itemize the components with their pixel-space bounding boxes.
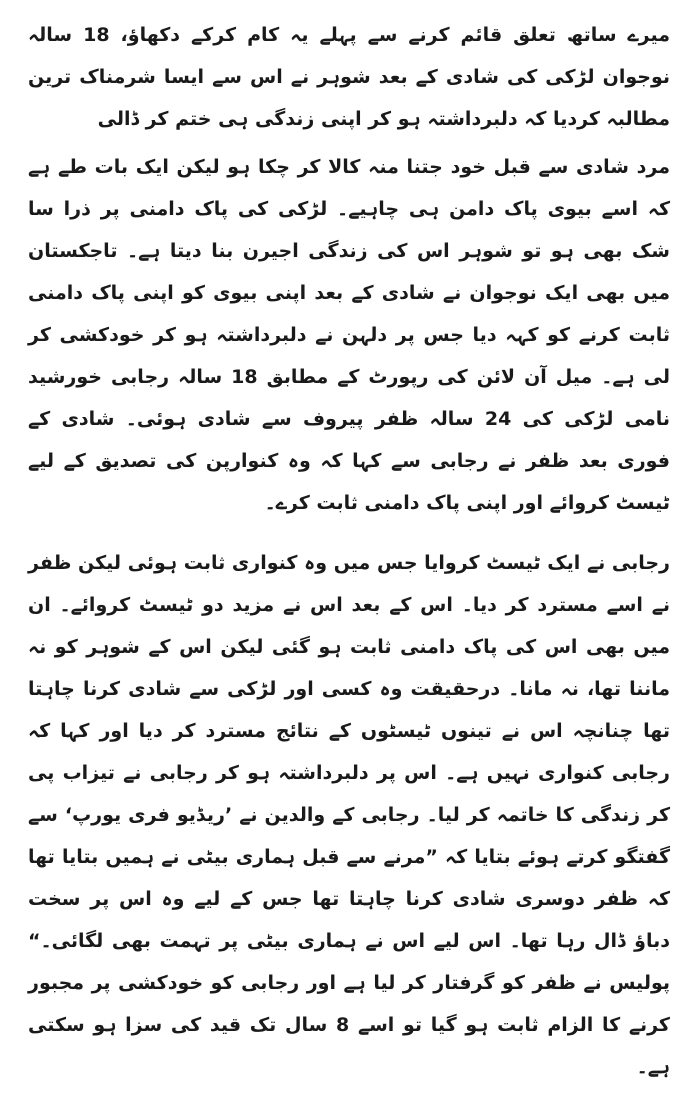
article <box>28 14 670 1106</box>
headline-block <box>28 14 670 140</box>
paragraph: رجابی نے ایک ٹیسٹ کروایا جس میں وہ کنواری ثابت ہوئی لیکن ظفر نے اسے مسترد کر دیا۔ اس کے بعد اس نے مزید دو ٹیسٹ کروائے۔ ان میں بھی اس کی پاک دامنی ثابت ہو گئی لیکن اس کے شوہر کو نہ ماننا تھا، نہ مانا۔ درحقیقت وہ کسی اور لڑکی سے شادی کرنا چاہتا تھا چنانچہ اس نے تینوں ٹیسٹوں کے نتائج مسترد کر دیا اور کہا کہ رجابی کنواری نہیں ہے۔ اس پر دلبرداشتہ ہو کر رجابی نے تیزاب پی کر زندگی کا خاتمہ کر لیا۔ رجابی کے والدین نے ’ریڈیو فری یورپ‘ سے گفتگو کرتے ہوئے بتایا کہ ”مرنے سے قبل ہماری بیٹی نے ہمیں بتایا تھا کہ ظفر دوسری شادی کرنا چاہتا تھا جس کے لیے وہ اس پر سخت دباؤ ڈال رہا تھا۔ اس لیے اس نے ہماری بیٹی پر تہمت بھی لگائی۔“ پولیس نے ظفر کو گرفتار کر لیا ہے اور رجابی کو خودکشی پر مجبور کرنے کا الزام ثابت ہو گیا تو اسے 8 سال تک قید کی سزا ہو سکتی ہے۔ <box>28 552 670 1078</box>
paragraph: مرد شادی سے قبل خود جتنا منہ کالا کر چکا ہو لیکن ایک بات طے ہے کہ اسے بیوی پاک دامن ہی چاہیے۔ لڑکی کی پاک دامنی پر ذرا سا شک بھی ہو تو شوہر اس کی زندگی اجیرن بنا دیتا ہے۔ تاجکستان میں بھی ایک نوجوان نے شادی کے بعد اپنی بیوی کو اپنی پاک دامنی ثابت کرنے کو کہہ دیا جس پر دلہن نے دلبرداشتہ ہو کر خودکشی کر لی ہے۔ میل آن لائن کی رپورٹ کے مطابق 18 سالہ رجابی خورشید نامی لڑکی کی 24 سالہ ظفر پیروف سے شادی ہوئی۔ شادی کے فوری بعد ظفر نے رجابی سے کہا کہ وہ کنوارپن کی تصدیق کے لیے ٹیسٹ کروائے اور اپنی پاک دامنی ثابت کرے۔ <box>28 156 671 514</box>
article-body <box>28 146 670 1088</box>
headline: میرے ساتھ تعلق قائم کرنے سے پہلے یہ کام کرکے دکھاؤ، 18 سالہ نوجوان لڑکی کی شادی کے بعد شوہر نے اس سے ایسا شرمناک ترین مطالبہ کردیا کہ دلبرداشتہ ہو کر اپنی زندگی ہی ختم کر ڈالی <box>28 24 671 130</box>
